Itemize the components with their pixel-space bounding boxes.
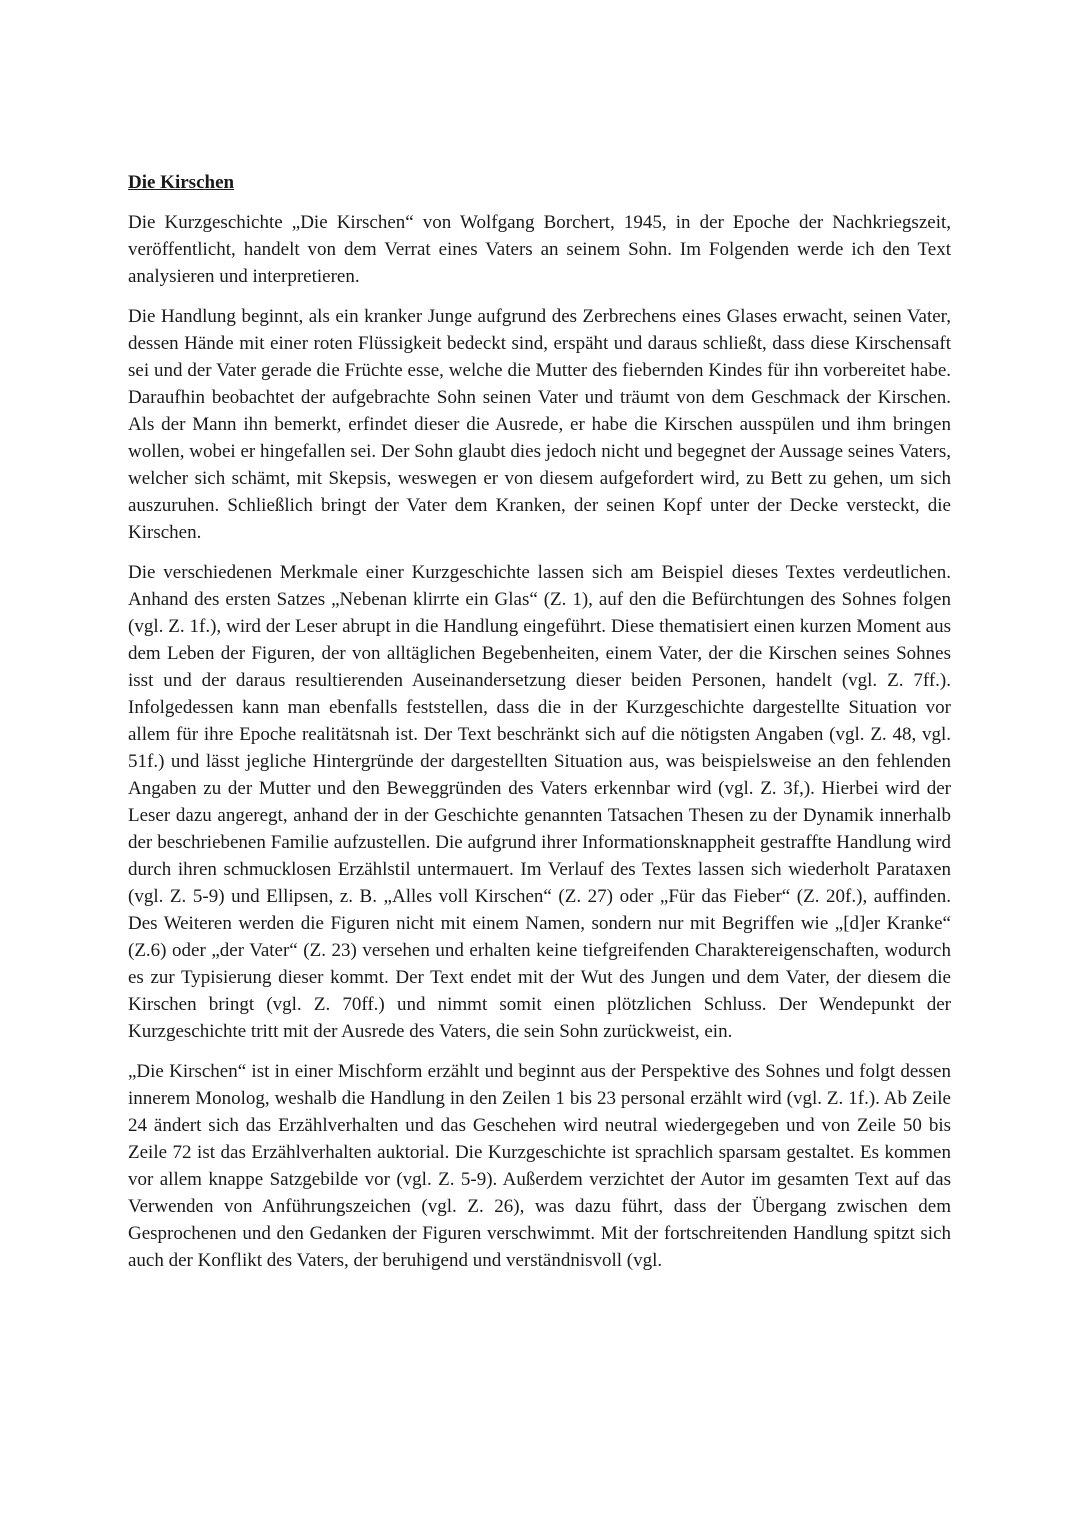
paragraph-summary: Die Handlung beginnt, als ein kranker Junge aufgrund des Zerbrechens eines Glases erwacht, seinen Vater, dessen Hände mit einer roten Flüssigkeit bedeckt sind, erspäht und daraus schließt, dass diese Kirschensaft sei und der Vater gerade die Früchte esse, welche die Mutter des fiebernden Kindes für ihn vorbereitet habe. Daraufhin beobachtet der aufgebrachte Sohn seinen Vater und träumt von dem Geschmack der Kirschen. Als der Mann ihn bemerkt, erfindet dieser die Ausrede, er habe die Kirschen ausspülen und ihm bringen wollen, wobei er hingefallen sei. Der Sohn glaubt dies jedoch nicht und begegnet der Aussage seines Vaters, welcher sich schämt, mit Skepsis, weswegen er von diesem aufgefordert wird, zu Bett zu gehen, um sich auszuruhen. Schließlich bringt der Vater dem Kranken, der seinen Kopf unter der Decke versteckt, die Kirschen. [128, 306, 951, 543]
document-title: Die Kirschen [128, 172, 235, 193]
paragraph-intro: Die Kurzgeschichte „Die Kirschen“ von Wolfgang Borchert, 1945, in der Epoche der Nachkriegszeit, veröffentlicht, handelt von dem Verrat eines Vaters an seinem Sohn. Im Folgenden werde ich den Text analysieren und interpretieren. [128, 212, 951, 287]
paragraph-narration: „Die Kirschen“ ist in einer Mischform erzählt und beginnt aus der Perspektive des Sohnes und folgt dessen innerem Monolog, weshalb die Handlung in den Zeilen 1 bis 23 personal erzählt wird (vgl. Z. 1f.). Ab Zeile 24 ändert sich das Erzählverhalten und das Geschehen wird neutral wiedergegeben und von Zeile 50 bis Zeile 72 ist das Erzählverhalten auktorial. Die Kurzgeschichte ist sprachlich sparsam gestaltet. Es kommen vor allem knappe Satzgebilde vor (vgl. Z. 5-9). Außerdem verzichtet der Autor im gesamten Text auf das Verwenden von Anführungszeichen (vgl. Z. 26), was dazu führt, dass der Übergang zwischen dem Gesprochenen und den Gedanken der Figuren verschwimmt. Mit der fortschreitenden Handlung spitzt sich auch der Konflikt des Vaters, der beruhigend und verständnisvoll (vgl. [128, 1061, 951, 1271]
paragraph-features: Die verschiedenen Merkmale einer Kurzgeschichte lassen sich am Beispiel dieses Textes verdeutlichen. Anhand des ersten Satzes „Nebenan klirrte ein Glas“ (Z. 1), auf den die Befürchtungen des Sohnes folgen (vgl. Z. 1f.), wird der Leser abrupt in die Handlung eingeführt. Diese thematisiert einen kurzen Moment aus dem Leben der Figuren, der von alltäglichen Begebenheiten, einem Vater, der die Kirschen seines Sohnes isst und der daraus resultierenden Auseinandersetzung dieser beiden Personen, handelt (vgl. Z. 7ff.). Infolgedessen kann man ebenfalls feststellen, dass die in der Kurzgeschichte dargestellte Situation vor allem für ihre Epoche realitätsnah ist. Der Text beschränkt sich auf die nötigsten Angaben (vgl. Z. 48, vgl. 51f.) und lässt jegliche Hintergründe der dargestellten Situation aus, was beispielsweise an den fehlenden Angaben zu der Mutter und den Beweggründen des Vaters erkennbar wird (vgl. Z. 3f,). Hierbei wird der Leser dazu angeregt, anhand der in der Geschichte genannten Tatsachen Thesen zu der Dynamik innerhalb der beschriebenen Familie aufzustellen. Die aufgrund ihrer Informationsknappheit gestraffte Handlung wird durch ihren schmucklosen Erzählstil untermauert. Im Verlauf des Textes lassen sich wiederholt Parataxen (vgl. Z. 5-9) und Ellipsen, z. B. „Alles voll Kirschen“ (Z. 27) oder „Für das Fieber“ (Z. 20f.), auffinden. Des Weiteren werden die Figuren nicht mit einem Namen, sondern nur mit Begriffen wie „[d]er Kranke“ (Z.6) oder „der Vater“ (Z. 23) versehen und erhalten keine tiefgreifenden Charaktereigenschaften, wodurch es zur Typisierung dieser kommt. Der Text endet mit der Wut des Jungen und dem Vater, der diesem die Kirschen bringt (vgl. Z. 70ff.) und nimmt somit einen plötzlichen Schluss. Der Wendepunkt der Kurzgeschichte tritt mit der Ausrede des Vaters, die sein Sohn zurückweist, ein. [128, 562, 951, 1042]
document-page [128, 169, 951, 1287]
